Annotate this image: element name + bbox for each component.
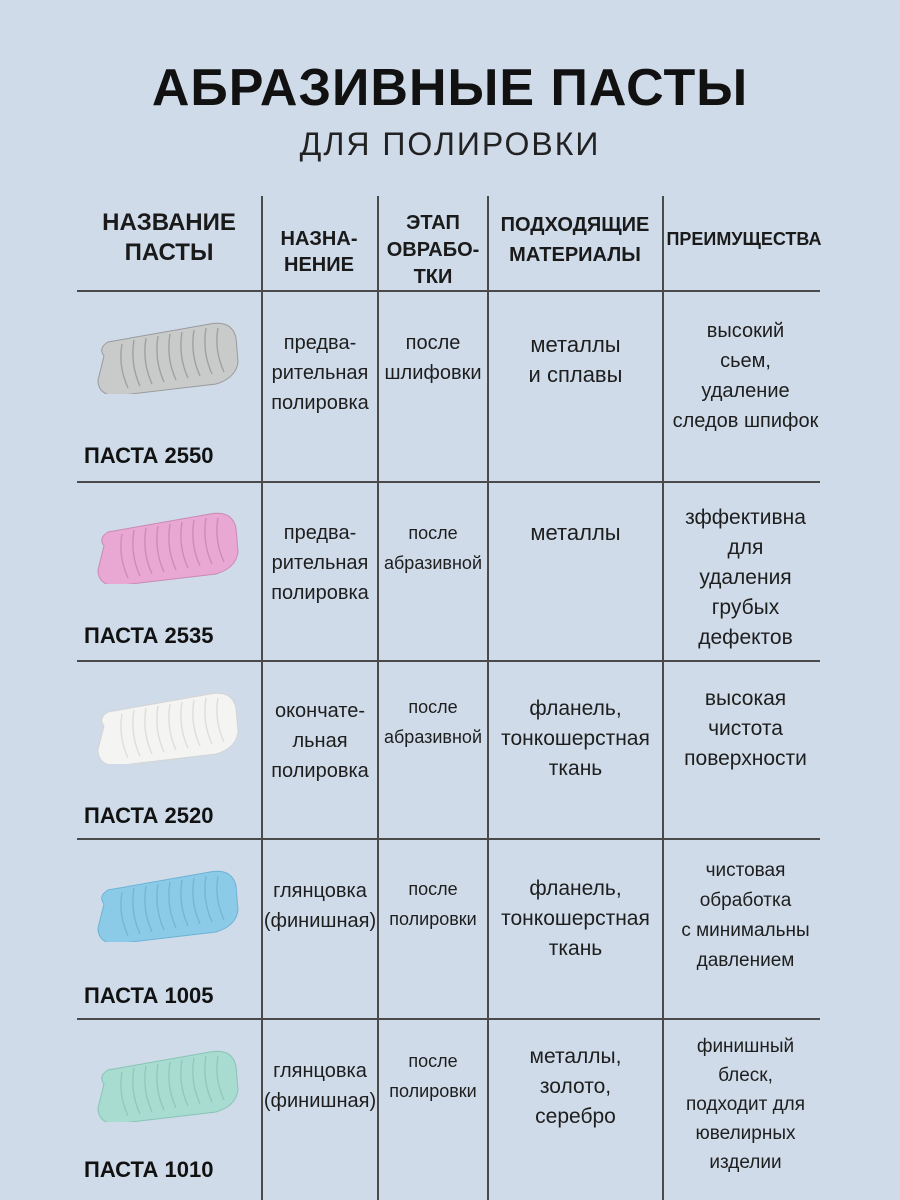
paste-bar-image (92, 866, 242, 942)
header-materials: ПОДХОДЯЩИЕ МАТЕРИАЛЫ (500, 214, 650, 266)
cell-purpose: предва- рительная полировка (271, 332, 369, 414)
page-subtitle: ДЛЯ ПОЛИРОВКИ (299, 126, 601, 162)
header-stage: ЭТАП ОВРАБО- ТКИ (386, 212, 480, 288)
cell-materials: фланель, тонкошерстная ткань (501, 877, 650, 960)
row-divider (77, 660, 820, 662)
cell-materials: фланель, тонкошерстная ткань (501, 697, 650, 780)
cell-stage: после полировки (389, 1051, 477, 1101)
cell-stage: после шлифовки (384, 332, 482, 384)
cell-advantages: чистовая обработка с минимальны давлением (681, 860, 810, 971)
cell-materials: металлы, золото, серебро (529, 1045, 622, 1128)
paste-name: ПАСТА 2550 (84, 443, 214, 468)
row-divider (77, 838, 820, 840)
paste-bar-image (92, 318, 242, 394)
paste-bar-image (92, 1046, 242, 1122)
paste-name: ПАСТА 2520 (84, 803, 214, 828)
paste-name: ПАСТА 1010 (84, 1157, 214, 1182)
cell-stage: после полировки (389, 879, 477, 929)
cell-purpose: окончате- льная полировка (271, 700, 369, 782)
cell-advantages: высокая чистота поверхности (684, 687, 807, 770)
header-advantages: ПРЕИМУЩЕСТВА (666, 229, 822, 249)
cell-stage: после абразивной (383, 697, 482, 747)
header-name: НАЗВАНИЕ ПАСТЫ (102, 209, 236, 266)
cell-advantages: финишный блеск, подходит для ювелирных изделии (685, 1036, 806, 1173)
paste-name: ПАСТА 1005 (84, 983, 214, 1008)
cell-purpose: глянцовка (финишная) (263, 880, 377, 932)
cell-advantages: высокий сьем, удаление следов шпифок (672, 320, 819, 432)
cell-purpose: предва- рительная полировка (271, 522, 369, 604)
paste-bar-image (92, 688, 242, 764)
paste-name: ПАСТА 2535 (84, 623, 214, 648)
cell-purpose: глянцовка (финишная) (263, 1060, 377, 1112)
cell-materials: металлы (530, 520, 621, 545)
cell-stage: после абразивной (383, 523, 482, 573)
header-purpose: НАЗНА- НЕНИЕ (280, 228, 358, 276)
page-title: АБРАЗИВНЫЕ ПАСТЫ (151, 59, 749, 117)
cell-advantages: зффективна для удаления грубых дефектов (685, 506, 806, 649)
row-divider (77, 1018, 820, 1020)
paste-bar-image (92, 508, 242, 584)
row-divider (77, 481, 820, 483)
cell-materials: металлы и сплавы (528, 332, 623, 387)
